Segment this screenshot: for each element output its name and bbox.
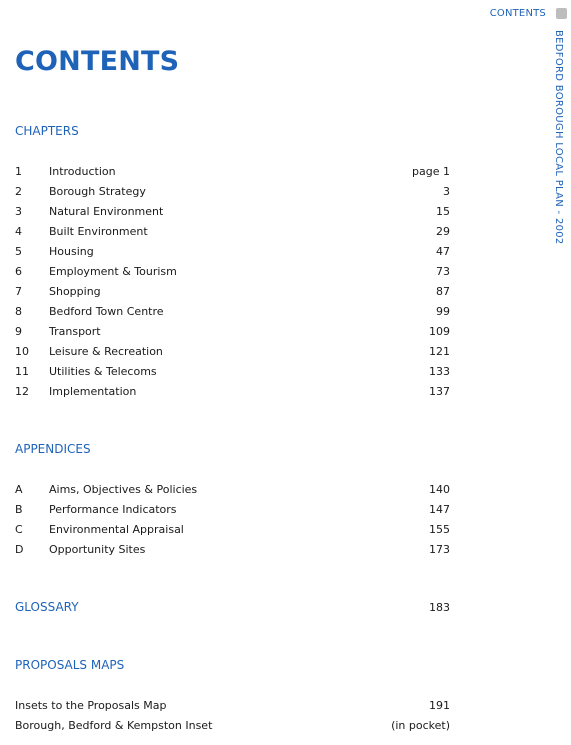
entry-title: Borough, Bedford & Kempston Inset <box>15 718 213 732</box>
chapter-entry[interactable] <box>15 201 450 221</box>
entry-number: 3 <box>15 204 22 218</box>
entry-title: Transport <box>49 324 101 338</box>
entry-title: Employment & Tourism <box>49 264 177 278</box>
entry-title: Borough Strategy <box>49 184 146 198</box>
chapters-list <box>15 161 450 401</box>
running-title: BEDFORD BOROUGH LOCAL PLAN - 2002 <box>553 30 564 245</box>
proposals-maps-list <box>15 695 450 735</box>
entry-page: page 1 <box>412 164 450 178</box>
chapter-entry[interactable] <box>15 181 450 201</box>
section-marker-square <box>556 8 567 19</box>
entry-title: Built Environment <box>49 224 148 238</box>
entry-letter: B <box>15 502 23 516</box>
entry-title: Housing <box>49 244 94 258</box>
proposals-maps-heading: PROPOSALS MAPS <box>15 658 125 672</box>
chapter-entry[interactable] <box>15 241 450 261</box>
entry-letter: C <box>15 522 23 536</box>
entry-number: 9 <box>15 324 22 338</box>
entry-page: 173 <box>429 542 450 556</box>
entry-title: Aims, Objectives & Policies <box>49 482 198 496</box>
entry-number: 10 <box>15 344 29 358</box>
chapter-entry[interactable] <box>15 361 450 381</box>
entry-number: 7 <box>15 284 22 298</box>
entry-page: 121 <box>429 344 450 358</box>
entry-number: 8 <box>15 304 22 318</box>
entry-number: 1 <box>15 164 22 178</box>
entry-page: 73 <box>436 264 450 278</box>
entry-page: 147 <box>429 502 450 516</box>
section-tab <box>490 8 567 19</box>
chapter-entry[interactable] <box>15 321 450 341</box>
entry-number: 11 <box>15 364 29 378</box>
entry-number: 2 <box>15 184 22 198</box>
entry-page: 15 <box>436 204 450 218</box>
entry-title: Insets to the Proposals Map <box>15 698 167 712</box>
entry-title: Implementation <box>49 384 137 398</box>
entry-page: 133 <box>429 364 450 378</box>
entry-title: Performance Indicators <box>49 502 177 516</box>
entry-title: Natural Environment <box>49 204 164 218</box>
entry-title: Leisure & Recreation <box>49 344 163 358</box>
entry-title: Opportunity Sites <box>49 542 146 556</box>
entry-page: 99 <box>436 304 450 318</box>
section-tab-label: CONTENTS <box>489 8 546 19</box>
chapters-heading: CHAPTERS <box>15 124 79 138</box>
entry-number: 12 <box>15 384 29 398</box>
appendices-list <box>15 479 450 559</box>
chapter-entry[interactable] <box>15 281 450 301</box>
chapter-entry[interactable] <box>15 261 450 281</box>
appendix-entry[interactable] <box>15 479 450 499</box>
proposals-map-entry[interactable] <box>15 715 450 735</box>
entry-page: 109 <box>429 324 450 338</box>
entry-page: 47 <box>436 244 450 258</box>
entry-title: Introduction <box>49 164 116 178</box>
entry-number: 6 <box>15 264 22 278</box>
chapter-entry[interactable] <box>15 381 450 401</box>
entry-page: 140 <box>429 482 450 496</box>
entry-number: 5 <box>15 244 22 258</box>
glossary-page: 183 <box>429 600 450 614</box>
entry-number: 4 <box>15 224 22 238</box>
entry-page: 87 <box>436 284 450 298</box>
glossary-row[interactable] <box>15 597 450 617</box>
chapter-entry[interactable] <box>15 161 450 181</box>
page-title: CONTENTS <box>15 46 180 77</box>
chapter-entry[interactable] <box>15 341 450 361</box>
entry-title: Bedford Town Centre <box>49 304 164 318</box>
entry-title: Environmental Appraisal <box>49 522 184 536</box>
entry-letter: A <box>15 482 23 496</box>
appendix-entry[interactable] <box>15 519 450 539</box>
appendices-heading: APPENDICES <box>15 442 91 456</box>
appendix-entry[interactable] <box>15 499 450 519</box>
entry-page: 3 <box>443 184 450 198</box>
glossary-heading: GLOSSARY <box>15 600 79 614</box>
proposals-map-entry[interactable] <box>15 695 450 715</box>
entry-letter: D <box>15 542 24 556</box>
entry-page: 29 <box>436 224 450 238</box>
entry-page: (in pocket) <box>391 718 450 732</box>
chapter-entry[interactable] <box>15 221 450 241</box>
appendix-entry[interactable] <box>15 539 450 559</box>
entry-page: 191 <box>429 698 450 712</box>
entry-title: Shopping <box>49 284 101 298</box>
entry-title: Utilities & Telecoms <box>49 364 157 378</box>
chapter-entry[interactable] <box>15 301 450 321</box>
entry-page: 155 <box>429 522 450 536</box>
entry-page: 137 <box>429 384 450 398</box>
